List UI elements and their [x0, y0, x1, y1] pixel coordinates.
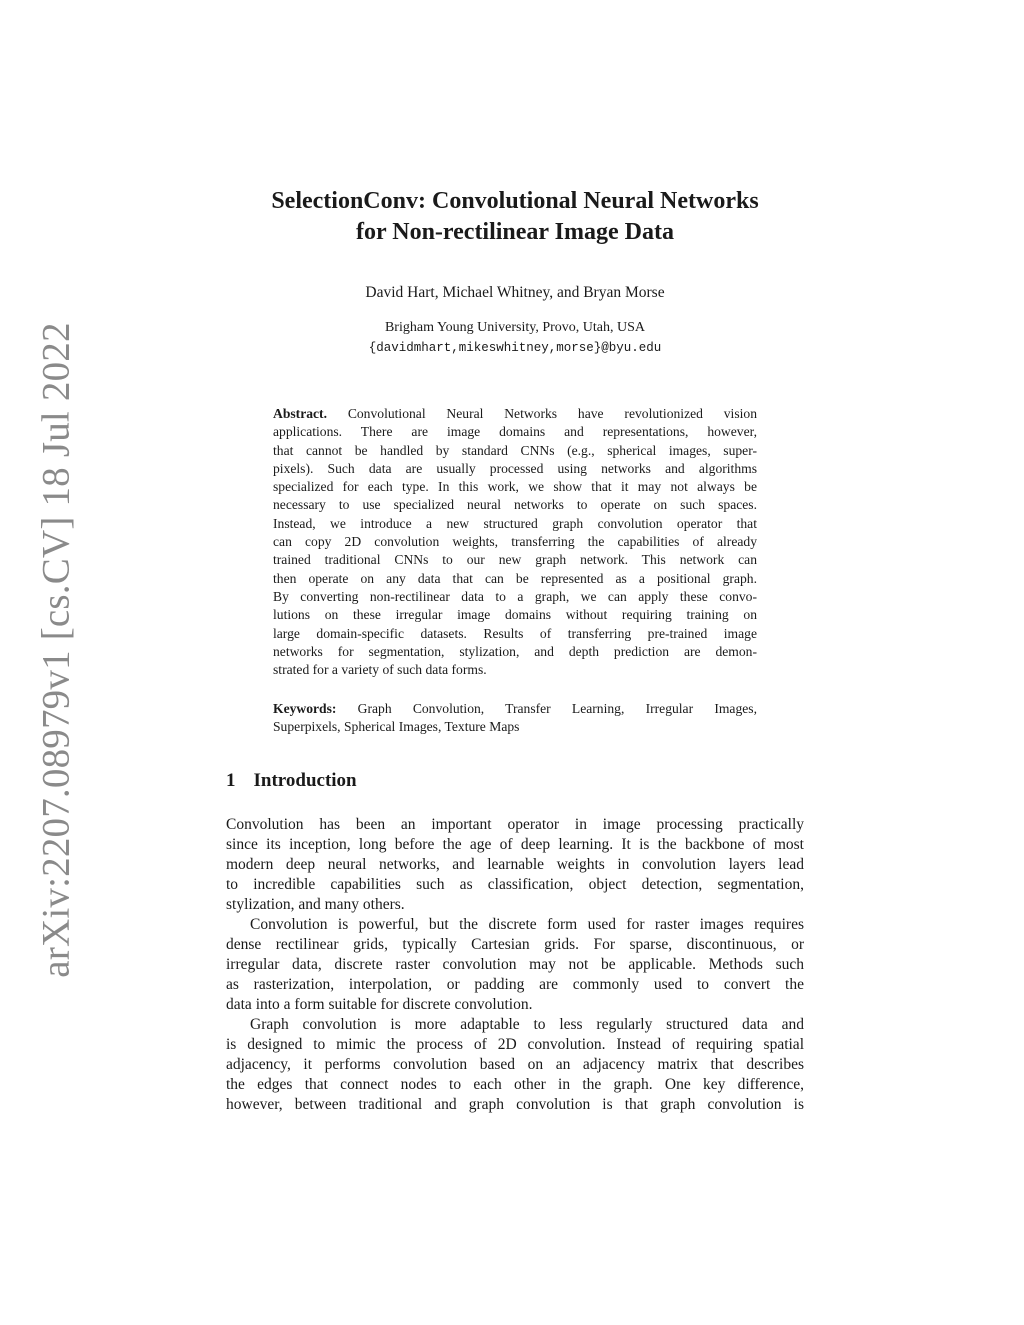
- abstract-line: can copy 2D convolution weights, transferring the capabilities of already: [273, 534, 757, 550]
- body-line: Convolution has been an important operator in image processing practically: [226, 816, 804, 833]
- abstract-line: necessary to use specialized neural networks to operate on such spaces.: [273, 497, 757, 513]
- keywords-line: [273, 700, 757, 718]
- abstract-line: Instead, we introduce a new structured graph convolution operator that: [273, 515, 757, 531]
- body-line: as rasterization, interpolation, or padding are commonly used to convert the: [226, 976, 804, 993]
- paper-title: [150, 186, 880, 248]
- title-line: for Non-rectilinear Image Data: [356, 219, 674, 245]
- body-line: however, between traditional and graph convolution is that graph convolution is: [226, 1096, 804, 1113]
- abstract-label: Abstract.: [273, 406, 327, 421]
- abstract-line: By converting non-rectilinear data to a graph, we can apply these convo-: [273, 588, 757, 604]
- body-line: is designed to mimic the process of 2D convolution. Instead of requiring spatial: [226, 1036, 804, 1053]
- author-affiliation: [150, 318, 880, 358]
- introduction-body: [226, 815, 804, 1115]
- abstract-line: strated for a variety of such data forms.: [273, 662, 487, 678]
- arxiv-identifier: arXiv:2207.08979v1 [cs.CV] 18 Jul 2022: [34, 322, 78, 978]
- body-line: data into a form suitable for discrete convolution.: [226, 996, 533, 1013]
- body-line: since its inception, long before the age of deep learning. It is the backbone of most: [226, 836, 804, 853]
- body-line: adjacency, it performs convolution based on an adjacency matrix that describes: [226, 1056, 804, 1073]
- abstract-line: applications. There are image domains and representations, however,: [273, 424, 757, 440]
- affiliation-text: Brigham Young University, Provo, Utah, USA: [384, 320, 646, 335]
- abstract-line: lutions on these irregular image domains without requiring training on: [273, 607, 757, 623]
- keywords-label: Keywords:: [273, 701, 337, 716]
- body-line: Convolution is powerful, but the discrete form used for raster images requires: [250, 916, 804, 933]
- abstract-line: pixels). Such data are usually processed using networks and algorithms: [273, 460, 757, 476]
- section-number: 1: [226, 770, 236, 791]
- abstract-line: specialized for each type. In this work, we show that it may not always be: [273, 479, 757, 495]
- body-line: dense rectilinear grids, typically Cartesian grids. For sparse, discontinuous, or: [226, 936, 804, 953]
- body-line: Graph convolution is more adaptable to less regularly structured data and: [250, 1016, 804, 1033]
- keywords: [273, 700, 757, 737]
- body-line: to incredible capabilities such as classification, object detection, segmentation,: [226, 876, 804, 893]
- abstract-line: networks for segmentation, stylization, and depth prediction are demon-: [273, 643, 757, 659]
- body-line: irregular data, discrete raster convolution may not be applicable. Methods such: [226, 956, 804, 973]
- author-emails: {davidmhart,mikeswhitney,morse}@byu.edu: [368, 341, 662, 355]
- paper-authors: David Hart, Michael Whitney, and Bryan Morse: [365, 284, 665, 301]
- section-heading: [226, 770, 357, 792]
- abstract-line-text: Convolutional Neural Networks have revolutionized vision: [347, 406, 757, 421]
- section-title: Introduction: [253, 770, 357, 791]
- abstract-line: that cannot be handled by standard CNNs (e.g., spherical images, super-: [273, 442, 757, 458]
- keywords-line: Superpixels, Spherical Images, Texture Maps: [273, 719, 520, 735]
- keywords-line-text: Graph Convolution, Transfer Learning, Irregular Images,: [357, 701, 757, 716]
- body-line: modern deep neural networks, and learnable weights in convolution layers lead: [226, 856, 804, 873]
- abstract-line: large domain-specific datasets. Results of transferring pre-trained image: [273, 625, 757, 641]
- abstract: [273, 405, 757, 679]
- abstract-line: [273, 405, 757, 423]
- body-line: stylization, and many others.: [226, 896, 405, 913]
- title-line: SelectionConv: Convolutional Neural Networks: [271, 188, 759, 214]
- abstract-line: then operate on any data that can be represented as a positional graph.: [273, 570, 757, 586]
- body-line: the edges that connect nodes to each other in the graph. One key difference,: [226, 1076, 804, 1093]
- abstract-line: trained traditional CNNs to our new graph network. This network can: [273, 552, 757, 568]
